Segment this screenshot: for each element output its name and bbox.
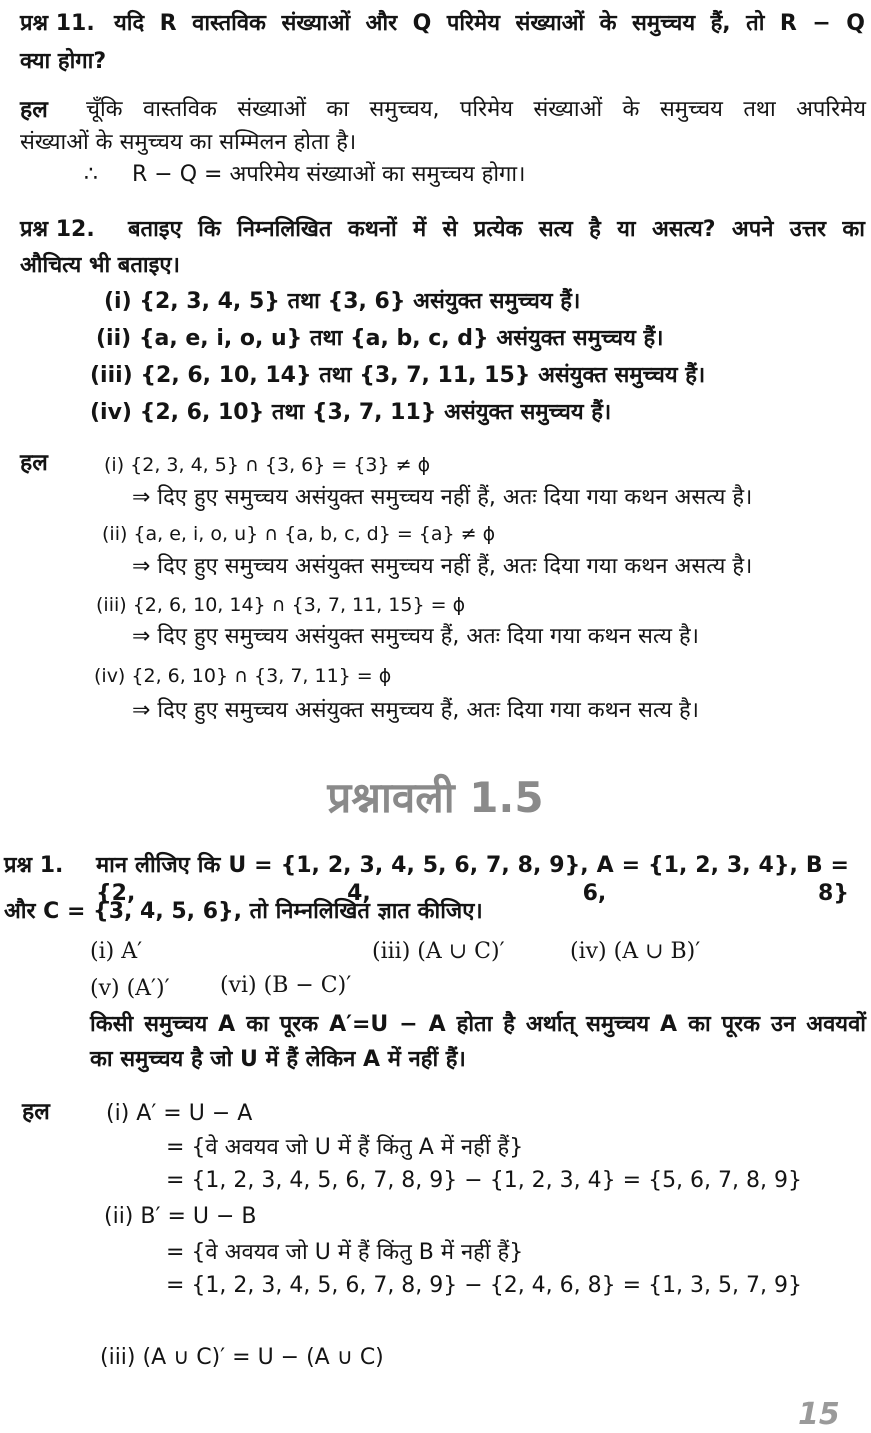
q12-solution-conclusion: ⇒ दिए हुए समुच्चय असंयुक्त समुच्चय नहीं हैं, अतः दिया गया कथन असत्य है। (132, 485, 753, 510)
q12-item: (ii) {a, e, i, o, u} तथा {a, b, c, d} असंयुक्त समुच्चय हैं। (96, 326, 664, 351)
q1-part: (vi) (B − C)′ (220, 973, 352, 998)
q1-solution-line: = {वे अवयव जो U में हैं किंतु B में नहीं हैं} (166, 1240, 524, 1265)
q1-solution-line: (iii) (A ∪ C)′ = U − (A ∪ C) (100, 1345, 384, 1370)
q12-item: (iv) {2, 6, 10} तथा {3, 7, 11} असंयुक्त समुच्चय हैं। (90, 400, 612, 425)
q1-solution-line: (ii) B′ = U − B (104, 1204, 257, 1229)
q12-label: प्रश्न 12. (20, 217, 95, 242)
q1-part: (iii) (A ∪ C)′ (372, 939, 505, 964)
q11-solution-line1: चूँकि वास्तविक संख्याओं का समुच्चय, परिमेय संख्याओं के समुच्चय तथा अपरिमेय (86, 97, 866, 122)
therefore-symbol: ∴ (84, 162, 98, 187)
q1-solution-label: हल (22, 1099, 50, 1125)
q11-solution-line3: R − Q = अपरिमेय संख्याओं का समुच्चय होगा। (132, 162, 526, 187)
q12-solution-equation: (iv) {2, 6, 10} ∩ {3, 7, 11} = ϕ (94, 665, 392, 687)
q1-text-line2: और C = {3, 4, 5, 6}, तो निम्नलिखित ज्ञात कीजिए। (4, 899, 483, 924)
q11-text-line1: यदि R वास्तविक संख्याओं और Q परिमेय संख्याओं के समुच्चय हैं, तो R − Q (114, 11, 865, 36)
q12-solution-equation: (ii) {a, e, i, o, u} ∩ {a, b, c, d} = {a} ≠ ϕ (102, 523, 496, 545)
q11-text-line2: क्या होगा? (20, 49, 107, 74)
q1-text-line1: मान लीजिए कि U = {1, 2, 3, 4, 5, 6, 7, 8, 9}, A = {1, 2, 3, 4}, B = {2, 4, 6, 8} (96, 853, 849, 906)
q1-note-line2: का समुच्चय है जो U में हैं लेकिन A में नहीं हैं। (90, 1047, 466, 1072)
q1-solution-line: = {वे अवयव जो U में हैं किंतु A में नहीं हैं} (166, 1135, 524, 1160)
q11-label: प्रश्न 11. (20, 11, 95, 36)
q12-item: (iii) {2, 6, 10, 14} तथा {3, 7, 11, 15} असंयुक्त समुच्चय हैं। (90, 363, 706, 388)
q12-solution-label: हल (20, 450, 48, 476)
q12-solution-conclusion: ⇒ दिए हुए समुच्चय असंयुक्त समुच्चय हैं, अतः दिया गया कथन सत्य है। (132, 698, 699, 723)
q11-solution-line2: संख्याओं के समुच्चय का सम्मिलन होता है। (20, 130, 357, 155)
exercise-heading: प्रश्नावली 1.5 (327, 773, 544, 822)
q1-part: (v) (A′)′ (90, 976, 170, 1001)
q1-label: प्रश्न 1. (4, 853, 64, 878)
q1-part: (i) A′ (90, 939, 143, 964)
q12-text-line2: औचित्य भी बताइए। (20, 253, 180, 278)
q11-solution-label: हल (20, 97, 48, 123)
q1-part: (iv) (A ∪ B)′ (570, 939, 701, 964)
q1-solution-line: (i) A′ = U − A (106, 1101, 253, 1126)
q12-text-line1: बताइए कि निम्नलिखित कथनों में से प्रत्येक सत्य है या असत्य? अपने उत्तर का (128, 217, 865, 242)
q12-solution-equation: (i) {2, 3, 4, 5} ∩ {3, 6} = {3} ≠ ϕ (104, 454, 431, 476)
q1-solution-line: = {1, 2, 3, 4, 5, 6, 7, 8, 9} − {1, 2, 3, 4} = {5, 6, 7, 8, 9} (166, 1168, 802, 1193)
q1-note-line1: किसी समुच्चय A का पूरक A′=U − A होता है अर्थात् समुच्चय A का पूरक उन अवयवों (90, 1012, 866, 1037)
q12-solution-conclusion: ⇒ दिए हुए समुच्चय असंयुक्त समुच्चय नहीं हैं, अतः दिया गया कथन असत्य है। (132, 554, 753, 579)
q12-item: (i) {2, 3, 4, 5} तथा {3, 6} असंयुक्त समुच्चय हैं। (104, 289, 581, 314)
q12-solution-equation: (iii) {2, 6, 10, 14} ∩ {3, 7, 11, 15} = ϕ (96, 594, 466, 616)
q1-solution-line: = {1, 2, 3, 4, 5, 6, 7, 8, 9} − {2, 4, 6, 8} = {1, 3, 5, 7, 9} (166, 1273, 802, 1298)
page-number: 15 (798, 1397, 840, 1432)
q12-solution-conclusion: ⇒ दिए हुए समुच्चय असंयुक्त समुच्चय हैं, अतः दिया गया कथन सत्य है। (132, 624, 699, 649)
